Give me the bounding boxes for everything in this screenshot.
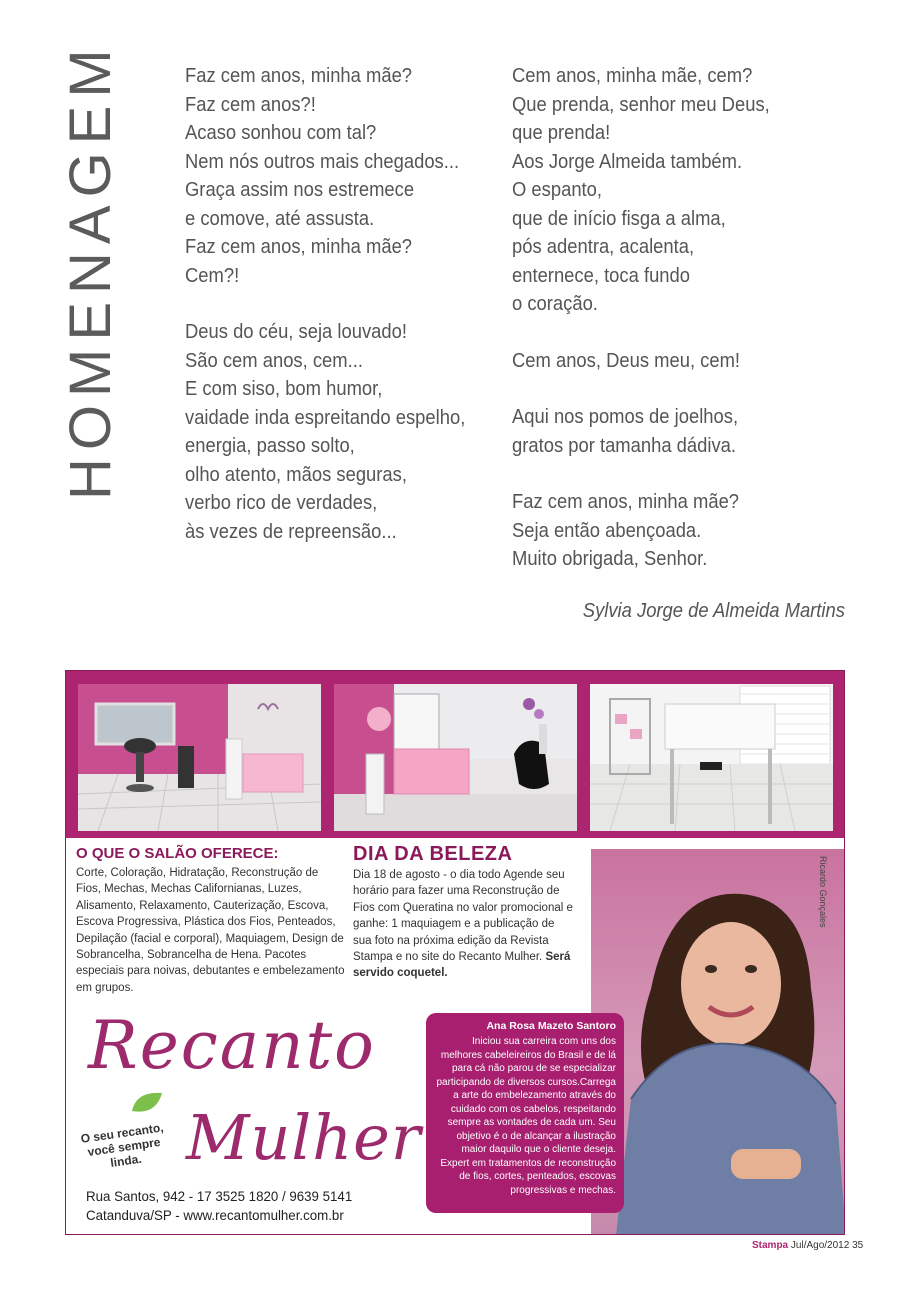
poem-line: que de início fisga a alma, (512, 207, 726, 230)
logo-text-mulher: Mulher (186, 1101, 422, 1174)
owner-portrait-panel (591, 849, 845, 1235)
services-title: O QUE O SALÃO OFERECE: (76, 845, 279, 862)
logo-text-recanto: Recanto (88, 1007, 376, 1084)
poem-line: O espanto, (512, 179, 603, 201)
page-number: 35 (852, 1240, 864, 1251)
poem-line: gratos por tamanha dádiva. (512, 434, 737, 457)
salon-photo-treatment-room (590, 684, 833, 831)
poem-line: Aos Jorge Almeida também. (512, 150, 743, 173)
poem-author: Sylvia Jorge de Almeida Martins (582, 600, 845, 622)
poem-line: enternece, toca fundo (512, 264, 691, 287)
poem-line: e comove, até assusta. (185, 207, 375, 230)
poem-stanza (512, 403, 842, 460)
owner-bio-text: Iniciou sua carreira com uns dos melhores cabeleireiros do Brasil e de lá para cá não parou de se especializar participando de diversos cursos.Carrega a arte do embelezamento através do cuidado com os cabelos, respeitando sempre as vontades de cada um. Seu objetivo é o de alcançar a ilustração maior daquilo que o cliente deseja. Expert em tratamentos de reconstrução de fios, cortes, penteados, escovas progressivas e mechas. (436, 1036, 616, 1196)
poem-left-column (185, 62, 495, 574)
poem-line: Deus do céu, seja louvado! (185, 321, 407, 343)
poem-line: Faz cem anos, minha mãe? (185, 65, 413, 87)
photo-credit: Ricardo Gonçales (818, 856, 828, 928)
poem-line: São cem anos, cem... (185, 349, 363, 372)
poem-stanza (185, 318, 495, 546)
poem-line: Seja então abençoada. (512, 519, 702, 542)
poem-right-column (512, 62, 842, 602)
poem-line: olho atento, mãos seguras, (185, 463, 407, 486)
poem-line: pós adentra, acalenta, (512, 236, 695, 258)
tagline: O seu recanto, você sempre linda. (79, 1120, 165, 1170)
poem-line: o coração. (512, 293, 598, 315)
poem-line: vaidade inda espreitando espelho, (185, 406, 466, 429)
address-line-1: Rua Santos, 942 - 17 3525 1820 / 9639 5141 (86, 1188, 353, 1204)
poem-line: às vezes de repreensão... (185, 520, 397, 543)
poem-stanza (512, 62, 842, 319)
salon-photo-styling-station (78, 684, 321, 831)
poem-line: Faz cem anos, minha mãe? (185, 236, 413, 258)
address-line-2: Catanduva/SP - www.recantomulher.com.br (86, 1207, 344, 1223)
poem-stanza (185, 62, 495, 290)
leaf-icon (130, 1089, 164, 1115)
page-footer (752, 1240, 863, 1251)
beauty-day-body: Dia 18 de agosto - o dia todo Agende seu horário para fazer uma Reconstrução de Fios com Queratina no valor promocional e ganhe: 1 maquiagem e a publicação de sua foto na próxima edição da Revista Stampa e no site do Recanto Mulher. (353, 869, 573, 964)
magazine-brand: Stampa (752, 1240, 789, 1251)
owner-name: Ana Rosa Mazeto Santoro (486, 1020, 616, 1032)
poem-line: E com siso, bom humor, (185, 378, 383, 400)
poem-line: Graça assim nos estremece (185, 179, 415, 201)
poem-line: Cem anos, minha mãe, cem? (512, 65, 753, 87)
owner-portrait-image (591, 849, 845, 1235)
poem-line: que prenda! (512, 122, 611, 144)
issue-date: Jul/Ago/2012 (790, 1240, 850, 1251)
poem-line: Aqui nos pomos de joelhos, (512, 406, 739, 428)
poem-line: Cem anos, Deus meu, cem! (512, 349, 741, 372)
services-text: Corte, Coloração, Hidratação, Reconstrução de Fios, Mechas, Mechas Californianas, Luzes, Alisamento, Relaxamento, Cauterização, Escova, Escova Progressiva, Plástica dos Fios, Penteados, Depilação (facial e corporal), Maquiagem, Design de Sobrancelha, Sobrancelha de Hena. Pacotes especiais para noivas, debutantes e embelezamento em grupos. (76, 867, 345, 994)
beauty-day-title: DIA DA BELEZA (353, 843, 513, 865)
beauty-day-cocktail-note: Será servido coquetel. (353, 951, 571, 980)
poem-line: Nem nós outros mais chegados... (185, 150, 460, 173)
poem-line: Que prenda, senhor meu Deus, (512, 93, 770, 116)
poem-line: Faz cem anos, minha mãe? (512, 491, 740, 513)
beauty-day-text (353, 867, 573, 982)
poem-line: verbo rico de verdades, (185, 492, 378, 514)
salon-address (86, 1187, 352, 1225)
salon-advertisement (65, 670, 845, 1235)
poem-line: energia, passo solto, (185, 435, 355, 457)
owner-bio-box (426, 1013, 624, 1213)
section-title: HOMENAGEM (58, 41, 123, 500)
poem-line: Muito obrigada, Senhor. (512, 548, 708, 570)
poem-stanza (512, 488, 842, 574)
poem-line: Cem?! (185, 264, 240, 287)
poem-line: Faz cem anos?! (185, 93, 316, 116)
salon-photo-reception (334, 684, 577, 831)
poem-stanza (512, 347, 842, 376)
poem-line: Acaso sonhou com tal? (185, 122, 377, 144)
